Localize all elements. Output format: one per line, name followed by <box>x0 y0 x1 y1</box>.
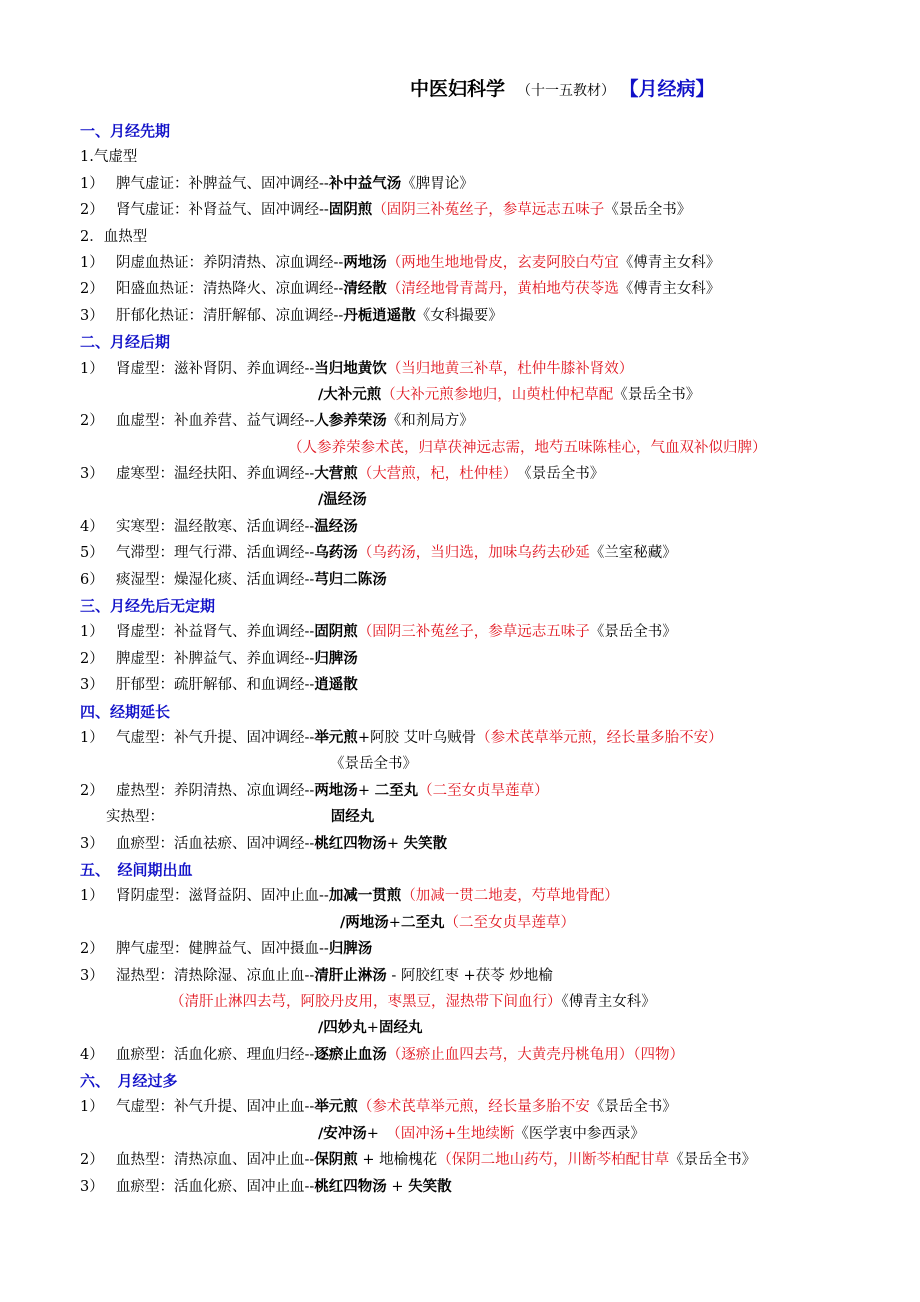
item-number: 1） <box>80 624 104 641</box>
line-text: 《景岳全书》 <box>604 202 692 219</box>
item-number: 2） <box>80 941 104 958</box>
section-heading: 一、月经先期 <box>80 122 171 140</box>
text-line <box>80 567 880 593</box>
text-line <box>80 540 880 566</box>
line-text: 《和剂局方》 <box>386 413 474 430</box>
text-line <box>80 1147 880 1173</box>
item-number: 3） <box>80 677 104 694</box>
item-number: 3） <box>80 835 104 852</box>
line-text: 阳盛血热证：清热降火、凉血调经-- <box>116 281 344 298</box>
text-line <box>80 831 880 857</box>
item-number: 4） <box>80 518 104 535</box>
line-text: 血瘀型：活血祛瘀、固冲调经-- <box>116 835 315 852</box>
mnemonic-text: （两地生地地骨皮，玄麦阿胶白芍宜 <box>386 254 619 271</box>
item-number: 2） <box>80 281 104 298</box>
mnemonic-text: （人参养荣参术芪，归草茯神远志需，地芍五味陈桂心，气血双补似归脾） <box>288 439 767 456</box>
line-text: 《女科撮要》 <box>415 307 503 324</box>
formula-name: 清经散 <box>343 281 387 298</box>
line-text: 血瘀型：活血化瘀、理血归经-- <box>116 1046 315 1063</box>
text-line <box>80 751 880 777</box>
text-line <box>80 514 880 540</box>
formula-name: 桃红四物汤 <box>314 835 387 852</box>
formula-name: /温经汤 <box>318 492 367 509</box>
line-text: 《傅青主女科》 <box>561 993 656 1010</box>
formula-name: 归脾汤 <box>314 650 358 667</box>
line-text: 气滞型：理气行滞、活血调经-- <box>116 545 315 562</box>
item-number: 3） <box>80 1178 104 1195</box>
line-text: 《傅青主女科》 <box>618 254 721 271</box>
text-line <box>80 250 880 276</box>
formula-name: 大营煎 <box>314 466 358 483</box>
line-text: 《傅青主女科》 <box>618 281 721 298</box>
line-text: 肾虚型：滋补肾阴、养血调经-- <box>116 360 315 377</box>
line-text: 1.气虚型 <box>80 149 138 166</box>
mnemonic-text: （固阴三补菟丝子，参草远志五味子 <box>357 624 590 641</box>
line-text: 气虚型：补气升提、固冲调经-- <box>116 729 315 746</box>
text-line <box>80 224 880 250</box>
section-heading: 二、月经后期 <box>80 333 171 352</box>
formula-name: 固经丸 <box>378 1020 423 1037</box>
section-heading: 五、 经间期出血 <box>80 860 193 879</box>
mnemonic-text: （清经地骨青蒿丹，黄柏地芍茯苓选 <box>386 281 619 298</box>
item-number: 2） <box>80 782 104 799</box>
item-number: 1） <box>80 175 104 192</box>
mnemonic-text: （清肝止淋四去芎，阿胶丹皮用，枣黑豆，湿热带下间血行） <box>170 993 562 1010</box>
text-line <box>80 1174 880 1200</box>
formula-name: 两地汤 <box>343 254 387 271</box>
item-number: 1） <box>80 360 104 377</box>
line-text <box>157 809 331 825</box>
text-line <box>80 382 880 408</box>
line-text: 血虚型：补血养营、益气调经-- <box>116 413 315 430</box>
item-number: 1） <box>80 729 104 746</box>
line-text: 实寒型：温经散寒、活血调经-- <box>116 518 315 535</box>
line-text: 肾阴虚型：滋肾益阴、固冲止血-- <box>116 888 329 905</box>
text-line <box>80 144 880 170</box>
line-text: 血瘀型：活血化瘀、固冲止血-- <box>116 1178 315 1195</box>
text-line <box>80 619 880 645</box>
line-text: 虚寒型：温经扶阳、养血调经-- <box>116 466 315 483</box>
item-number: 1） <box>80 1099 104 1116</box>
item-number: 4） <box>80 1046 104 1063</box>
item-number: 1） <box>80 888 104 905</box>
section-heading: 四、经期延长 <box>80 702 171 721</box>
line-text: 《医学衷中参西录》 <box>514 1125 645 1142</box>
text-line <box>80 672 880 698</box>
line-text: + 地榆槐花 <box>357 1152 438 1169</box>
section-heading: 三、月经先后无定期 <box>80 597 216 616</box>
mnemonic-text: （固阴三补菟丝子，参草远志五味子 <box>372 202 605 219</box>
mnemonic-text: （大营煎，杞，杜仲桂） <box>357 466 511 483</box>
formula-name: 二至丸 <box>374 782 419 799</box>
line-text: 气虚型：补气升提、固冲止血-- <box>116 1099 315 1116</box>
line-text: 《景岳全书》 <box>589 624 677 641</box>
mnemonic-text: （加减一贯二地麦，芍草地骨配） <box>401 888 619 905</box>
formula-name: 逍遥散 <box>314 677 358 694</box>
line-text: + <box>366 1125 394 1142</box>
item-number: 3） <box>80 967 104 984</box>
formula-name: /四妙丸 <box>318 1020 367 1037</box>
mnemonic-text: （保阴二地山药芍，川断芩柏配甘草 <box>437 1152 670 1169</box>
line-text: 肾虚型：补益肾气、养血调经-- <box>116 624 315 641</box>
text-line <box>80 1094 880 1120</box>
line-text: + <box>386 835 404 852</box>
mnemonic-text: （二至女贞旱莲草） <box>418 782 549 799</box>
formula-name: 人参养荣汤 <box>314 413 387 430</box>
section-heading: 六、 月经过多 <box>80 1072 178 1091</box>
item-number: 6） <box>80 571 104 588</box>
text-line <box>80 276 880 302</box>
mnemonic-text: （逐瘀止血四去芎，大黄壳丹桃龟用）（四物） <box>386 1046 685 1063</box>
text-line <box>80 804 880 830</box>
line-text: 2．血热型 <box>80 228 148 245</box>
line-text: 《景岳全书》 <box>613 386 701 403</box>
mnemonic-text: （参术芪草举元煎，经长量多胎不安） <box>476 729 723 746</box>
line-text: + <box>366 1020 379 1037</box>
line-text: - 阿胶红枣 +茯苓 炒地榆 <box>386 967 553 984</box>
formula-name: 二至丸 <box>400 914 445 931</box>
line-text: 《景岳全书》 <box>589 1099 677 1116</box>
line-text: 实热型： <box>106 809 157 826</box>
line-text: 《景岳全书》 <box>330 756 417 773</box>
item-number: 3） <box>80 466 104 483</box>
line-text: 《景岳全书》 <box>510 466 605 483</box>
formula-name: 当归地黄饮 <box>314 360 387 377</box>
line-text: + <box>388 914 401 931</box>
formula-name: /两地汤 <box>340 914 389 931</box>
mnemonic-text: （固冲汤+生地续断 <box>393 1125 515 1142</box>
item-number: 2） <box>80 413 104 430</box>
text-line <box>80 910 880 936</box>
text-line <box>80 303 880 329</box>
document-body <box>80 118 880 1200</box>
line-text: 肝郁型：疏肝解郁、和血调经-- <box>116 677 315 694</box>
line-text: +阿胶 艾叶乌贼骨 <box>357 729 477 746</box>
formula-name: 桃红四物汤 <box>314 1178 387 1195</box>
formula-name: 归脾汤 <box>328 941 373 958</box>
mnemonic-text: （大补元煎参地归，山萸杜仲杞草配 <box>381 386 614 403</box>
formula-name: 举元煎 <box>314 729 358 746</box>
text-line <box>80 963 880 989</box>
formula-name: /大补元煎 <box>318 386 382 403</box>
formula-name: 失笑散 <box>403 835 448 852</box>
text-line <box>80 461 880 487</box>
formula-name: 补中益气汤 <box>328 175 402 192</box>
line-text: + <box>386 1178 409 1195</box>
line-text: 脾虚型：补脾益气、养血调经-- <box>116 650 315 667</box>
page-title <box>410 74 715 101</box>
title-sub: （十一五教材） <box>517 83 616 99</box>
formula-name: 失笑散 <box>408 1178 452 1195</box>
formula-name: 保阴煎 <box>314 1152 358 1169</box>
text-line <box>80 1121 880 1147</box>
item-number: 2） <box>80 202 104 219</box>
line-text: 肝郁化热证：清肝解郁、凉血调经-- <box>116 307 344 324</box>
formula-name: 举元煎 <box>314 1099 358 1116</box>
formula-name: 温经汤 <box>314 518 358 535</box>
line-text: 肾气虚证：补肾益气、固冲调经-- <box>116 202 329 219</box>
mnemonic-text: （当归地黄三补草，杜仲牛膝补肾效） <box>386 360 634 377</box>
line-text: 脾气虚型：健脾益气、固冲摄血-- <box>116 941 329 958</box>
line-text: 痰湿型：燥湿化痰、活血调经-- <box>116 571 315 588</box>
mnemonic-text: （乌药汤，当归选，加味乌药去砂延 <box>357 545 590 562</box>
formula-name: 两地汤 <box>314 782 358 799</box>
text-line <box>80 778 880 804</box>
line-text: 《景岳全书》 <box>669 1152 757 1169</box>
text-line <box>80 883 880 909</box>
text-line <box>80 725 880 751</box>
line-text: 阴虚血热证：养阴清热、凉血调经-- <box>116 254 344 271</box>
line-text: 虚热型：养阴清热、凉血调经-- <box>116 782 315 799</box>
formula-name: 固阴煎 <box>328 202 373 219</box>
line-text: 湿热型：清热除湿、凉血止血-- <box>116 967 315 984</box>
formula-name: 清肝止淋汤 <box>314 967 387 984</box>
formula-name: /安冲汤 <box>318 1125 367 1142</box>
text-line <box>80 1042 880 1068</box>
item-number: 2） <box>80 1152 104 1169</box>
formula-name: 逐瘀止血汤 <box>314 1046 387 1063</box>
text-line <box>80 435 880 461</box>
formula-name: 固经丸 <box>330 809 375 826</box>
text-line <box>80 197 880 223</box>
text-line <box>80 936 880 962</box>
line-text: 血热型：清热凉血、固冲止血-- <box>116 1152 315 1169</box>
formula-name: 芎归二陈汤 <box>314 571 387 588</box>
formula-name: 丹栀逍遥散 <box>343 307 416 324</box>
text-line <box>80 1015 880 1041</box>
mnemonic-text: （二至女贞旱莲草） <box>444 914 575 931</box>
formula-name: 加减一贯煎 <box>328 888 402 905</box>
text-line <box>80 487 880 513</box>
line-text: 脾气虚证：补脾益气、固冲调经-- <box>116 175 329 192</box>
item-number: 3） <box>80 307 104 324</box>
text-line <box>80 408 880 434</box>
line-text: 《脾胃论》 <box>401 175 474 192</box>
text-line <box>80 989 880 1015</box>
item-number: 2） <box>80 650 104 667</box>
text-line <box>80 646 880 672</box>
title-topic: 【月经病】 <box>629 78 715 100</box>
text-line <box>80 356 880 382</box>
formula-name: 乌药汤 <box>314 545 358 562</box>
line-text: 《兰室秘藏》 <box>589 545 677 562</box>
text-line <box>80 171 880 197</box>
item-number: 5） <box>80 545 104 562</box>
item-number: 1） <box>80 254 104 271</box>
mnemonic-text: （参术芪草举元煎，经长量多胎不安 <box>357 1099 590 1116</box>
title-main: 中医妇科学 <box>410 78 506 100</box>
line-text: + <box>357 782 375 799</box>
formula-name: 固阴煎 <box>314 624 358 641</box>
